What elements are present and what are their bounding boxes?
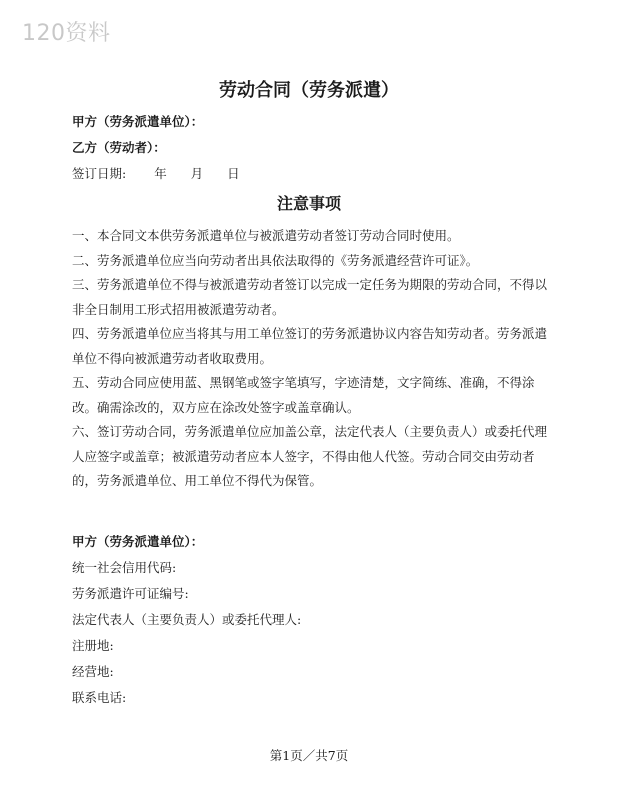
field-business-address: 经营地: [72, 664, 114, 679]
note-item-1: 一、本合同文本供劳务派遣单位与被派遣劳动者签订劳动合同时使用。 [72, 228, 460, 243]
sign-date-day: 日 [227, 166, 240, 181]
field-credit-code: 统一社会信用代码: [72, 560, 177, 575]
party-a-section-heading: 甲方（劳务派遣单位）： [72, 534, 204, 549]
note-item-6: 六、签订劳动合同，劳务派遣单位应加盖公章，法定代表人（主要负责人）或委托代理人应签字或盖章；被派遣劳动者应本人签字，不得由他人代签。劳动合同交由劳动者的，劳务派遣单位、用工单位不得代为保管。 [72, 424, 548, 488]
sign-date-year: 年 [154, 166, 167, 181]
note-item-2: 二、劳务派遣单位应当向劳动者出具依法取得的《劳务派遣经营许可证》。 [72, 252, 479, 268]
document-title: 劳动合同（劳务派遣） [219, 80, 399, 101]
note-item-4: 四、劳务派遣单位应当将其与用工单位签订的劳务派遣协议内容告知劳动者。劳务派遣单位不得向被派遣劳动者收取费用。 [72, 326, 548, 366]
notes-title: 注意事项 [276, 194, 341, 213]
party-a-label: 甲方（劳务派遣单位）： [72, 114, 204, 129]
party-b-label: 乙方（劳动者）： [72, 140, 166, 155]
note-item-5: 五、劳动合同应使用蓝、黑钢笔或签字笔填写，字迹清楚，文字简练、准确，不得涂改。确需涂改的，双方应在涂改处签字或盖章确认。 [72, 375, 535, 415]
sign-date-label: 签订日期: [72, 166, 127, 181]
watermark-logo: 120资料 [22, 21, 111, 46]
notes-list [72, 224, 550, 494]
sign-date-line [72, 165, 240, 183]
field-legal-representative: 法定代表人（主要负责人）或委托代理人: [72, 612, 302, 627]
field-registered-address: 注册地: [72, 638, 114, 653]
note-item-3: 三、劳务派遣单位不得与被派遣劳动者签订以完成一定任务为期限的劳动合同，不得以非全日制用工形式招用被派遣劳动者。 [72, 277, 548, 317]
field-phone: 联系电话: [72, 690, 127, 705]
field-license-number: 劳务派遣许可证编号: [72, 586, 189, 601]
page-footer: 第1页／共7页 [269, 748, 349, 763]
sign-date-month: 月 [190, 166, 204, 181]
